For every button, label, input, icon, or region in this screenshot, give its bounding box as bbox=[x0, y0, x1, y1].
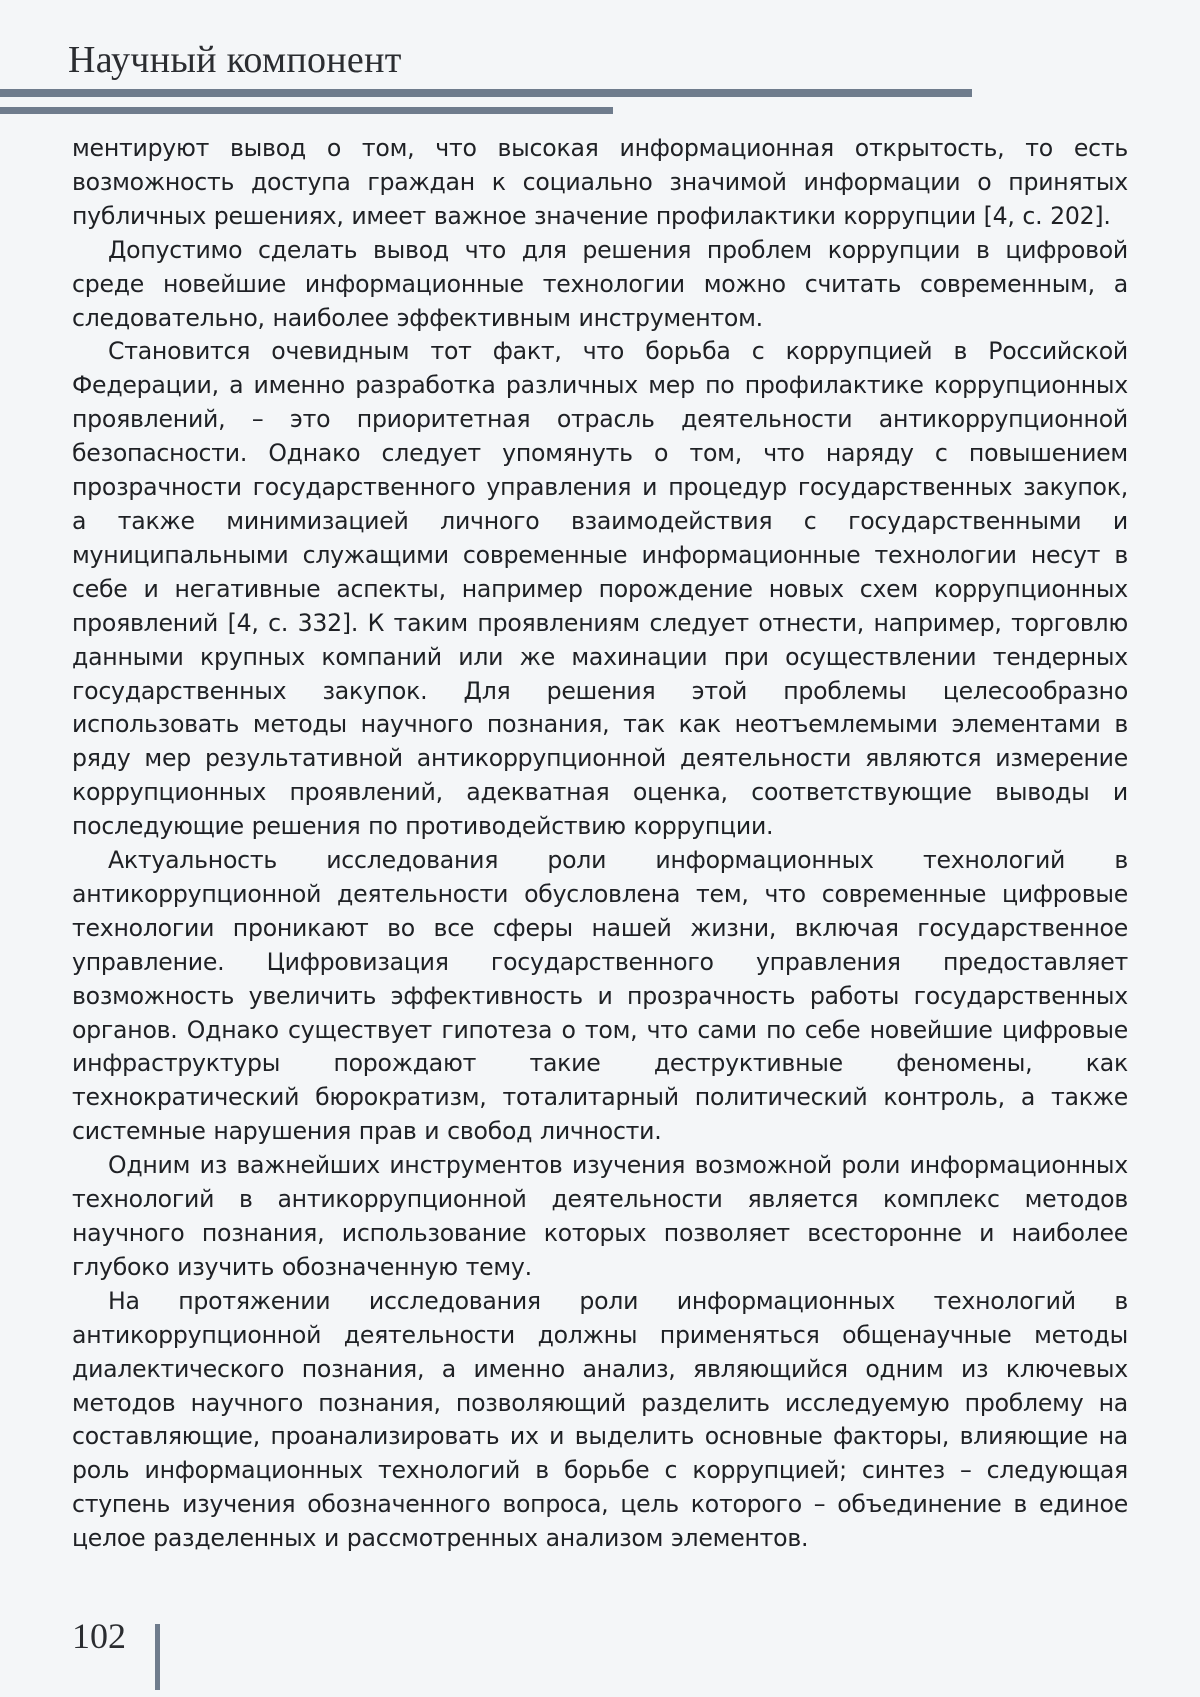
header-rule-short bbox=[0, 107, 613, 114]
header-rule-long bbox=[0, 89, 972, 97]
running-header-title: Научный компонент bbox=[68, 38, 402, 82]
page-number: 102 bbox=[72, 1615, 126, 1657]
paragraph: На протяжении исследования роли информационных технологий в антикоррупционной деятельности должны применяться общенаучные методы диалектического познания, а именно анализ, являющийся одним из ключевых методов научного познания, позволяющий разделить исследуемую проблему на составляющие, проанализировать их и выделить основные факторы, влияющие на роль информационных технологий в борьбе с коррупцией; синтез – следующая ступень изучения обозначенного вопроса, цель которого – объединение в единое целое разделенных и рассмотренных анализом элементов. bbox=[72, 1285, 1128, 1556]
page-number-divider bbox=[155, 1624, 160, 1690]
article-body bbox=[72, 132, 1128, 1556]
paragraph: Одним из важнейших инструментов изучения возможной роли информационных технологий в антикоррупционной деятельности является комплекс методов научного познания, использование которых позволяет всесторонне и наиболее глубоко изучить обозначенную тему. bbox=[72, 1149, 1128, 1285]
paragraph-continuation: ментируют вывод о том, что высокая информационная открытость, то есть возможность доступа граждан к социально значимой информации о принятых публичных решениях, имеет важное значение профилактики коррупции [4, с. 202]. bbox=[72, 132, 1128, 234]
paragraph: Становится очевидным тот факт, что борьба с коррупцией в Российской Федерации, а именно разработка различных мер по профилактике коррупционных проявлений, – это приоритетная отрасль деятельности антикоррупционной безопасности. Однако следует упомянуть о том, что наряду с повышением прозрачности государственного управления и процедур государственных закупок, а также минимизацией личного взаимодействия с государственными и муниципальными служащими современные информационные технологии несут в себе и негативные аспекты, например порождение новых схем коррупционных проявлений [4, с. 332]. К таким проявлениям следует отнести, например, торговлю данными крупных компаний или же махинации при осуществлении тендерных государственных закупок. Для решения этой проблемы целесообразно использовать методы научного познания, так как неотъемлемыми элементами в ряду мер результативной антикоррупционной деятельности являются измерение коррупционных проявлений, адекватная оценка, соответствующие выводы и последующие решения по противодействию коррупции. bbox=[72, 335, 1128, 844]
paragraph: Допустимо сделать вывод что для решения проблем коррупции в цифровой среде новейшие информационные технологии можно считать современным, а следовательно, наиболее эффективным инструментом. bbox=[72, 234, 1128, 336]
paragraph: Актуальность исследования роли информационных технологий в антикоррупционной деятельности обусловлена тем, что современные цифровые технологии проникают во все сферы нашей жизни, включая государственное управление. Цифровизация государственного управления предоставляет возможность увеличить эффективность и прозрачность работы государственных органов. Однако существует гипотеза о том, что сами по себе новейшие цифровые инфраструктуры порождают такие деструктивные феномены, как технократический бюрократизм, тоталитарный политический контроль, а также системные нарушения прав и свобод личности. bbox=[72, 844, 1128, 1149]
